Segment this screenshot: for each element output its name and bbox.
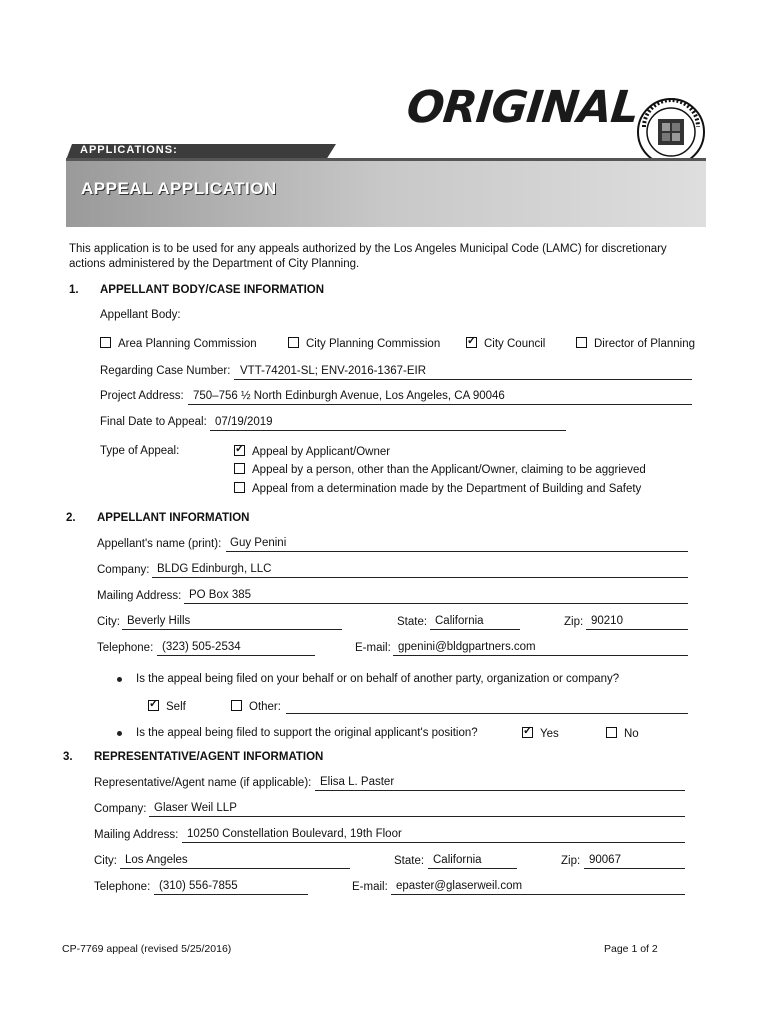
checkbox-icon[interactable]	[234, 482, 245, 493]
bullet-icon	[117, 731, 122, 736]
appellant-mailing-label: Mailing Address:	[97, 590, 182, 602]
final-date-label: Final Date to Appeal:	[100, 416, 207, 428]
rep-zip-field[interactable]: 90067	[589, 854, 621, 866]
section-1-title: APPELLANT BODY/CASE INFORMATION	[100, 284, 325, 296]
intro-text: This application is to be used for any appeals authorized by the Los Angeles Municipal Code (LAMC) for discretionary actions administered by the Department of City Planning.	[69, 243, 667, 270]
case-number-field[interactable]: VTT-74201-SL; ENV-2016-1367-EIR	[240, 365, 427, 377]
form-id: CP-7769 appeal (revised 5/25/2016)	[62, 943, 232, 955]
appeal-type-aggrieved[interactable]: Appeal by a person, other than the Applicant/Owner, claiming to be aggrieved	[234, 463, 646, 476]
section-1-number: 1.	[69, 284, 79, 296]
behalf-question: Is the appeal being filed on your behalf or on behalf of another party, organization or company?	[136, 673, 620, 685]
appeal-type-building-safety[interactable]: Appeal from a determination made by the Department of Building and Safety	[234, 482, 641, 495]
behalf-option-self[interactable]: ✓Self	[148, 700, 186, 713]
checkbox-checked-icon[interactable]	[234, 445, 245, 456]
appellant-phone-label: Telephone:	[97, 642, 154, 654]
rep-name-field[interactable]: Elisa L. Paster	[320, 776, 395, 788]
appellant-name-underline	[226, 551, 688, 552]
bullet-icon	[117, 677, 122, 682]
rep-name-label: Representative/Agent name (if applicable):	[94, 777, 312, 789]
page-title: APPEAL APPLICATION	[81, 179, 277, 198]
appellant-body-label: Appellant Body:	[100, 309, 181, 321]
checkbox-icon[interactable]	[234, 463, 245, 474]
appellant-zip-label: Zip:	[564, 616, 584, 628]
other-underline	[286, 713, 688, 714]
section-3-title: REPRESENTATIVE/AGENT INFORMATION	[94, 751, 324, 763]
rep-city-field[interactable]: Los Angeles	[125, 854, 188, 866]
final-date-underline	[210, 430, 566, 431]
appellant-zip-field[interactable]: 90210	[591, 615, 623, 627]
appellant-mailing-field[interactable]: PO Box 385	[189, 589, 252, 601]
checkbox-icon[interactable]	[576, 337, 587, 348]
checkbox-checked-icon[interactable]	[148, 700, 159, 711]
checkbox-icon[interactable]	[100, 337, 111, 348]
body-option-city-planning[interactable]: City Planning Commission	[288, 337, 440, 350]
appellant-company-underline	[152, 577, 688, 578]
appellant-email-label: E-mail:	[355, 642, 391, 654]
body-option-city-council[interactable]: ✓ City Council	[466, 337, 545, 350]
body-option-director[interactable]: Director of Planning	[576, 337, 695, 350]
checkbox-icon[interactable]	[288, 337, 299, 348]
rep-email-field[interactable]: epaster@glaserweil.com	[396, 880, 523, 892]
rep-zip-underline	[584, 868, 685, 869]
rep-email-label: E-mail:	[352, 881, 388, 893]
appellant-state-field[interactable]: California	[435, 615, 484, 627]
support-option-no[interactable]: No	[606, 727, 639, 740]
rep-city-label: City:	[94, 855, 117, 867]
rep-state-field[interactable]: California	[433, 854, 482, 866]
checkbox-checked-icon[interactable]	[466, 337, 477, 348]
section-2-number: 2.	[66, 512, 76, 524]
appellant-name-label: Appellant's name (print):	[97, 538, 222, 550]
appellant-company-label: Company:	[97, 564, 150, 576]
body-option-area-planning[interactable]: Area Planning Commission	[100, 337, 257, 350]
appellant-zip-underline	[586, 629, 688, 630]
appellant-state-underline	[430, 629, 520, 630]
checkbox-icon[interactable]	[606, 727, 617, 738]
support-option-yes[interactable]: ✓ Yes	[522, 727, 559, 740]
appellant-city-label: City:	[97, 616, 120, 628]
checkbox-checked-icon[interactable]	[522, 727, 533, 738]
rep-company-label: Company:	[94, 803, 147, 815]
rep-phone-field[interactable]: (310) 556-7855	[159, 880, 238, 892]
type-of-appeal-label: Type of Appeal:	[100, 445, 180, 457]
appellant-phone-field[interactable]: (323) 505-2534	[162, 641, 241, 653]
appellant-phone-underline	[157, 655, 315, 656]
rep-company-field[interactable]: Glaser Weil LLP	[154, 802, 237, 814]
rep-state-label: State:	[394, 855, 425, 867]
rep-company-underline	[149, 816, 685, 817]
original-stamp: ORIGINAL	[404, 82, 641, 133]
case-number-underline	[234, 379, 692, 380]
applications-tab-label: APPLICATIONS:	[80, 144, 178, 156]
appellant-company-field[interactable]: BLDG Edinburgh, LLC	[157, 563, 272, 575]
rep-name-underline	[315, 790, 685, 791]
final-date-field[interactable]: 07/19/2019	[215, 416, 273, 428]
support-question: Is the appeal being filed to support the original applicant's position?	[136, 727, 478, 739]
appellant-mailing-underline	[184, 603, 688, 604]
behalf-option-other[interactable]: Other:	[231, 700, 281, 713]
appellant-city-field[interactable]: Beverly Hills	[127, 615, 191, 627]
rep-email-underline	[391, 894, 685, 895]
rep-mailing-underline	[182, 842, 685, 843]
rep-zip-label: Zip:	[561, 855, 581, 867]
appeal-type-applicant[interactable]: ✓ Appeal by Applicant/Owner	[234, 445, 390, 458]
appellant-email-field[interactable]: gpenini@bldgpartners.com	[398, 641, 536, 653]
section-2-title: APPELLANT INFORMATION	[97, 512, 250, 524]
rep-state-underline	[428, 868, 517, 869]
section-3-number: 3.	[63, 751, 73, 763]
appellant-name-field[interactable]: Guy Penini	[230, 537, 287, 549]
appellant-city-underline	[122, 629, 342, 630]
rep-mailing-field[interactable]: 10250 Constellation Boulevard, 19th Floor	[187, 828, 402, 840]
case-number-label: Regarding Case Number:	[100, 365, 231, 377]
rep-mailing-label: Mailing Address:	[94, 829, 179, 841]
appellant-email-underline	[393, 655, 688, 656]
rep-phone-underline	[154, 894, 308, 895]
rep-city-underline	[120, 868, 350, 869]
checkbox-icon[interactable]	[231, 700, 242, 711]
page-number: Page 1 of 2	[604, 943, 658, 955]
rep-phone-label: Telephone:	[94, 881, 151, 893]
appellant-state-label: State:	[397, 616, 428, 628]
project-address-label: Project Address:	[100, 390, 184, 402]
project-address-field[interactable]: 750–756 ½ North Edinburgh Avenue, Los Angeles, CA 90046	[193, 390, 505, 402]
project-address-underline	[188, 404, 692, 405]
